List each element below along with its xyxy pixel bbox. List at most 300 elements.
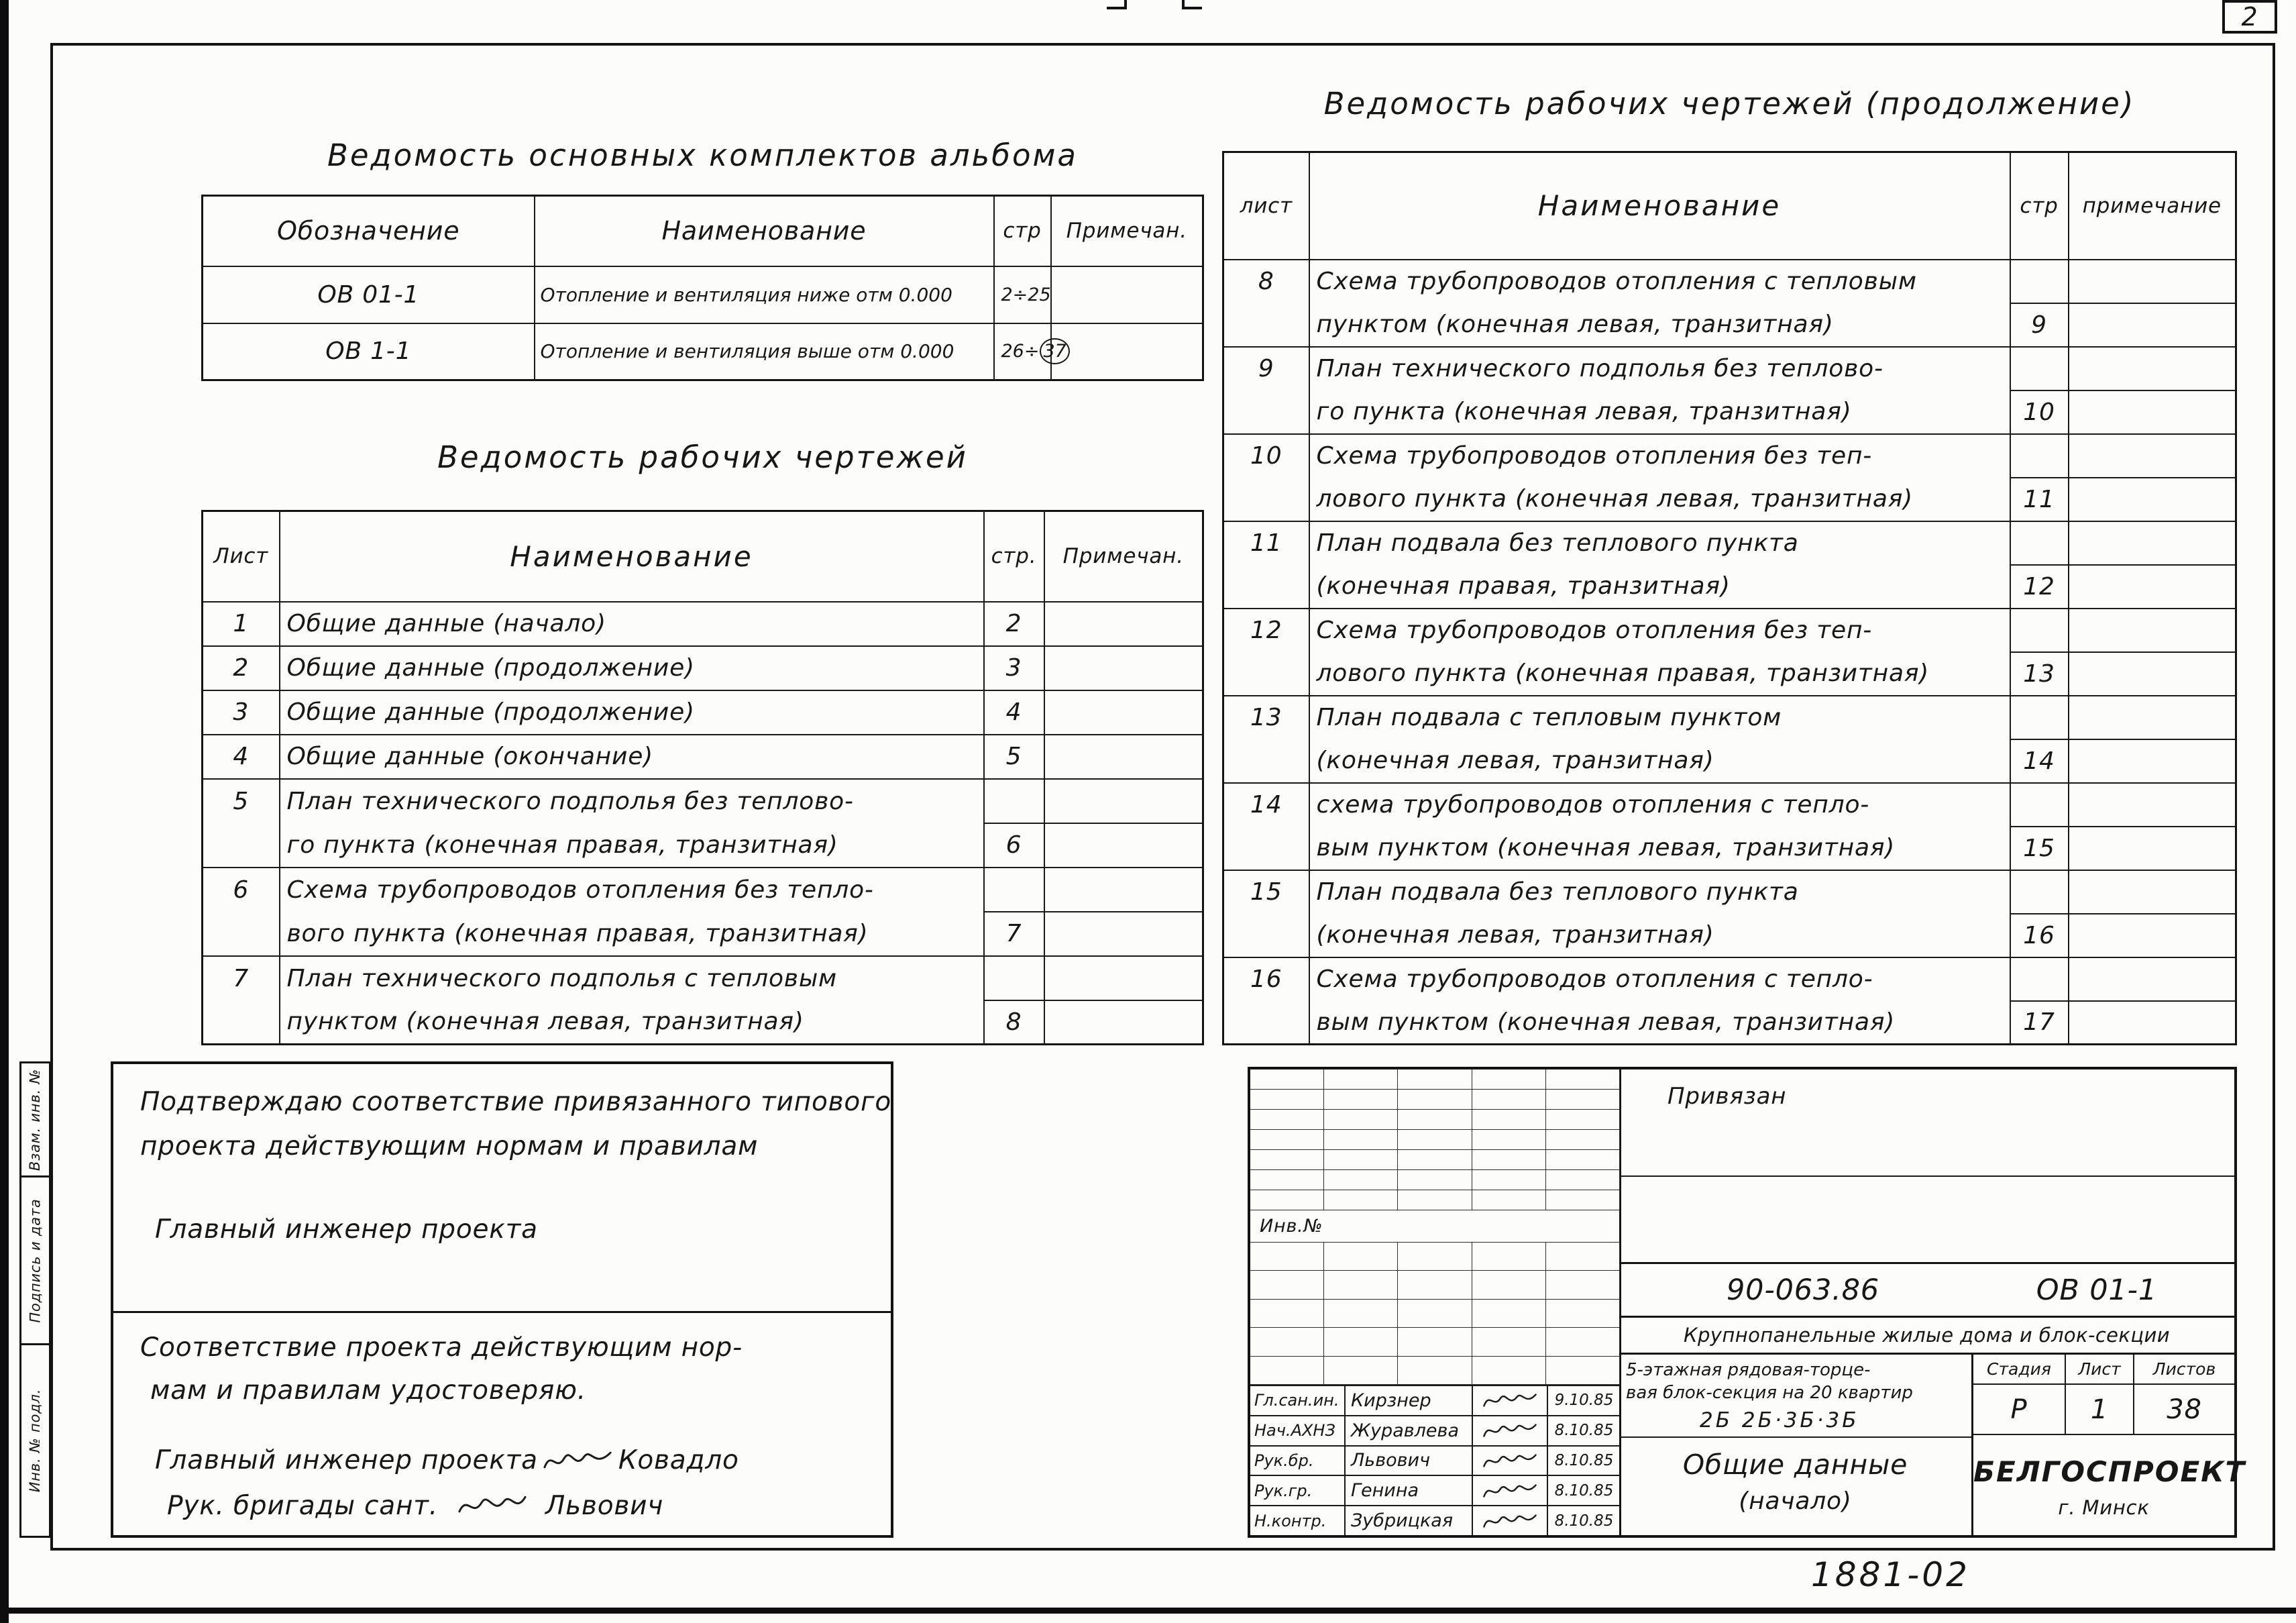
strip-cell-vzam <box>21 1063 49 1177</box>
grid-cell <box>1546 1150 1620 1170</box>
approval-sign-name: Ковадло <box>618 1445 739 1475</box>
grid-cell <box>1398 1090 1472 1110</box>
approval-sign-role: Главный инженер проекта <box>155 1445 538 1475</box>
set-code: ОВ 01-1 <box>2036 1273 2157 1307</box>
approval-statement-line: Подтверждаю соответствие привязанного типового <box>140 1087 892 1117</box>
album-table-row <box>203 266 1203 323</box>
page-cell <box>984 779 1044 823</box>
signature-icon <box>1480 1510 1540 1532</box>
grid-cell <box>1472 1243 1546 1271</box>
drawing-name-cell: пунктом (конечная левая, транзитная) <box>280 1000 984 1045</box>
signature-row <box>1250 1445 1620 1475</box>
grid-cell <box>1546 1357 1620 1385</box>
signature-role: Гл.сан.ин. <box>1250 1386 1346 1415</box>
table-row <box>203 1000 1203 1045</box>
grid-cell <box>1398 1130 1472 1150</box>
grid-cell <box>1472 1170 1546 1190</box>
drawing-name-cell: (конечная правая, транзитная) <box>1309 565 2010 609</box>
note-cell <box>1044 690 1203 735</box>
page-cell <box>2010 347 2069 390</box>
grid-cell <box>1250 1328 1324 1356</box>
sheet-number-cell: 14 <box>1223 783 1309 827</box>
table-row <box>1223 957 2236 1001</box>
signature-cell <box>1473 1416 1548 1445</box>
sheet-number-cell <box>1223 739 1309 783</box>
stage-value-row <box>1973 1385 2234 1435</box>
grid-cell <box>1250 1357 1324 1385</box>
signature-role: Рук.бр. <box>1250 1447 1346 1475</box>
page-cell <box>2010 783 2069 827</box>
note-cell <box>1044 823 1203 868</box>
table-row <box>1223 565 2236 609</box>
document-number: 1881-02 <box>1811 1555 1970 1594</box>
drawing-name-cell: Схема трубопроводов отопления без теп- <box>1309 434 2010 478</box>
page-cell: 9 <box>2010 303 2069 347</box>
signature-role: Нач.АХНЗ <box>1250 1416 1346 1445</box>
empty-cell <box>1619 1177 2234 1264</box>
table-row <box>1223 696 2236 739</box>
sheet-number-cell: 12 <box>1223 609 1309 652</box>
signature-icon <box>542 1446 614 1475</box>
sheet-number-cell: 3 <box>203 690 280 735</box>
note-cell <box>2069 914 2236 957</box>
grid-cell <box>1250 1300 1324 1328</box>
signature-rows <box>1250 1385 1620 1535</box>
header-name: Наименование <box>280 511 984 602</box>
pages-cell: 2÷25 <box>994 266 1051 323</box>
drawing-name-cell: го пункта (конечная правая, транзитная) <box>280 823 984 868</box>
page-cell: 8 <box>984 1000 1044 1045</box>
stage-header-row <box>1973 1355 2234 1385</box>
page-cell <box>2010 870 2069 914</box>
strip-label: Взам. инв. № <box>27 1068 44 1171</box>
table-row <box>1223 1001 2236 1045</box>
title-block <box>1248 1067 2246 1538</box>
signature-icon <box>1480 1390 1540 1411</box>
grid-cell <box>1324 1300 1398 1328</box>
grid-cell <box>1472 1357 1546 1385</box>
signature-row <box>1250 1415 1620 1445</box>
page-cell <box>2010 434 2069 478</box>
page-cell: 13 <box>2010 652 2069 696</box>
grid-cell <box>1546 1328 1620 1356</box>
divider <box>113 1311 891 1313</box>
page-cell: 4 <box>984 690 1044 735</box>
grid-cell <box>1546 1190 1620 1210</box>
grid-cell <box>1324 1357 1398 1385</box>
approval-statement-line: Соответствие проекта действующим нор- <box>140 1332 743 1363</box>
table-row <box>203 956 1203 1000</box>
signature-row <box>1250 1475 1620 1505</box>
page-cell: 5 <box>984 735 1044 779</box>
sheet-number-cell <box>1223 565 1309 609</box>
drawing-name-cell: (конечная левая, транзитная) <box>1309 739 2010 783</box>
table-row <box>203 735 1203 779</box>
grid-cell <box>1472 1130 1546 1150</box>
grid-cell <box>1546 1243 1620 1271</box>
signature-name: Львович <box>1346 1447 1473 1475</box>
note-cell <box>1044 735 1203 779</box>
sheet-number-cell: 4 <box>203 735 280 779</box>
note-cell <box>2069 870 2236 914</box>
circled-page: 37 <box>1040 338 1069 364</box>
grid-cell <box>1324 1243 1398 1271</box>
page-cell <box>984 956 1044 1000</box>
signature-row <box>1250 1505 1620 1535</box>
table-row <box>203 779 1203 823</box>
inventory-label: Инв.№ <box>1260 1216 1323 1237</box>
table-row <box>1223 914 2236 957</box>
page-cell <box>2010 260 2069 303</box>
sheet-number-cell: 16 <box>1223 957 1309 1001</box>
signature-name: Журавлева <box>1346 1416 1473 1445</box>
page-cell: 6 <box>984 823 1044 868</box>
album-table-title: Ведомость основных комплектов альбома <box>327 138 1079 173</box>
organization-city: г. Минск <box>2058 1496 2150 1519</box>
grid-cell <box>1472 1069 1546 1090</box>
grid-cell <box>1546 1130 1620 1150</box>
table-row <box>1223 783 2236 827</box>
sheet-number-cell <box>1223 827 1309 870</box>
signature-icon <box>1480 1420 1540 1441</box>
page-cell <box>984 868 1044 912</box>
drawing-name-cell: лового пункта (конечная правая, транзитная) <box>1309 652 2010 696</box>
note-cell <box>2069 390 2236 434</box>
signature-icon <box>455 1491 528 1521</box>
table-row <box>203 602 1203 646</box>
grid-cell <box>1546 1170 1620 1190</box>
sheet-title: Общие данные <box>1682 1449 1908 1481</box>
note-cell <box>2069 478 2236 521</box>
sheet-number-cell: 13 <box>1223 696 1309 739</box>
header-code: Обозначение <box>203 196 535 266</box>
page-number: 2 <box>2241 2 2258 32</box>
grid-cell <box>1324 1069 1398 1090</box>
header-note: Примечан. <box>1044 511 1203 602</box>
work-table-title: Ведомость рабочих чертежей <box>437 439 968 475</box>
drawing-name-cell: го пункта (конечная левая, транзитная) <box>1309 390 2010 434</box>
drawing-name-cell: План технического подполья с тепловым <box>280 956 984 1000</box>
page-cell <box>2010 609 2069 652</box>
cont-table-title: Ведомость рабочих чертежей (продолжение) <box>1323 86 2136 121</box>
stage-block <box>1973 1355 2246 1535</box>
grid-cell <box>1324 1190 1398 1210</box>
note-cell <box>1044 956 1203 1000</box>
sheet-number-cell <box>1223 478 1309 521</box>
grid-cell <box>1324 1090 1398 1110</box>
note-cell <box>2069 783 2236 827</box>
grid-cell <box>1472 1150 1546 1170</box>
grid-cell <box>1398 1190 1472 1210</box>
drawing-name-cell: Схема трубопроводов отопления без теп- <box>1309 609 2010 652</box>
drawing-name-cell: (конечная левая, транзитная) <box>1309 914 2010 957</box>
approval-sign-role: Рук. бригады сант. <box>167 1491 438 1521</box>
signature-role: Рук.гр. <box>1250 1476 1346 1505</box>
note-cell <box>1044 779 1203 823</box>
grid-cell <box>1250 1110 1324 1130</box>
drawing-name-cell: План подвала без теплового пункта <box>1309 521 2010 565</box>
grid-cell <box>1398 1357 1472 1385</box>
note-cell <box>2069 696 2236 739</box>
drawing-name-cell: План технического подполья без теплово- <box>1309 347 2010 390</box>
table-row <box>203 868 1203 912</box>
signature-icon <box>1480 1480 1540 1502</box>
signature-cell <box>1473 1476 1548 1505</box>
signature-name: Зубрицкая <box>1346 1506 1473 1535</box>
table-row <box>1223 478 2236 521</box>
approval-signature-line <box>155 1445 739 1475</box>
drawing-name-cell: План технического подполья без теплово- <box>280 779 984 823</box>
sheet-value: 1 <box>2066 1385 2134 1434</box>
album-table <box>201 195 1204 381</box>
table-row <box>1223 260 2236 303</box>
note-cell <box>2069 260 2236 303</box>
signature-date: 9.10.85 <box>1554 1392 1614 1410</box>
note-cell <box>1044 868 1203 912</box>
signature-date: 8.10.85 <box>1554 1512 1614 1530</box>
grid-cell <box>1398 1300 1472 1328</box>
album-table-row <box>203 323 1203 380</box>
sheet-number-cell: 6 <box>203 868 280 912</box>
divider <box>1619 1436 1971 1438</box>
note-cell <box>2069 827 2236 870</box>
grid-cell <box>1546 1110 1620 1130</box>
grid-cell <box>1546 1300 1620 1328</box>
table-header-row <box>203 511 1203 602</box>
header-note: Примечан. <box>1051 196 1203 266</box>
grid-cell <box>1398 1328 1472 1356</box>
note-cell <box>1051 266 1203 323</box>
sheet-number-cell: 2 <box>203 646 280 690</box>
grid-cell <box>1324 1271 1398 1299</box>
note-cell <box>2069 434 2236 478</box>
signature-role: Н.контр. <box>1250 1506 1346 1535</box>
grid-cell <box>1398 1170 1472 1190</box>
side-strip <box>19 1061 51 1538</box>
work-drawings-table-continued <box>1222 151 2237 1045</box>
grid-cell <box>1398 1110 1472 1130</box>
sheet-number-cell: 7 <box>203 956 280 1000</box>
grid-cell <box>1324 1170 1398 1190</box>
grid-cell <box>1250 1271 1324 1299</box>
grid-cell <box>1472 1300 1546 1328</box>
grid-cell <box>1472 1328 1546 1356</box>
table-row <box>1223 347 2236 390</box>
set-name-cell: Отопление и вентиляция выше отм 0.000 <box>535 323 994 380</box>
series-row: Крупнопанельные жилые дома и блок-секции <box>1619 1318 2234 1355</box>
page-cell: 17 <box>2010 1001 2069 1045</box>
header-name: Наименование <box>1309 152 2010 260</box>
set-code-cell: ОВ 01-1 <box>203 266 535 323</box>
strip-cell-podpis <box>21 1177 49 1345</box>
grid-cell <box>1398 1150 1472 1170</box>
work-drawings-table <box>201 510 1204 1045</box>
stage-value: Р <box>1973 1385 2066 1434</box>
sheets-header: Листов <box>2152 1359 2216 1379</box>
note-cell <box>1044 602 1203 646</box>
grid-cell <box>1398 1271 1472 1299</box>
inventory-number-row <box>1250 1210 1620 1243</box>
strip-cell-inv <box>21 1345 49 1536</box>
note-cell <box>2069 347 2236 390</box>
approval-role: Главный инженер проекта <box>155 1214 538 1245</box>
page-cell: 7 <box>984 912 1044 956</box>
sheets-value: 38 <box>2167 1394 2202 1425</box>
organization-cell <box>1973 1435 2246 1519</box>
registration-mark <box>1182 0 1202 9</box>
grid-cell <box>1472 1190 1546 1210</box>
page-cell: 15 <box>2010 827 2069 870</box>
grid-cell <box>1250 1150 1324 1170</box>
grid-cell <box>1324 1110 1398 1130</box>
organization-name: БЕЛГОСПРОЕКТ <box>1973 1455 2246 1488</box>
page-cell: 11 <box>2010 478 2069 521</box>
table-row <box>1223 303 2236 347</box>
sheet-title: (начало) <box>1739 1487 1852 1515</box>
header-page: стр. <box>984 511 1044 602</box>
pages-cell: 26÷ 37 <box>994 323 1051 380</box>
drawing-name-cell: Общие данные (окончание) <box>280 735 984 779</box>
drawing-name-cell: схема трубопроводов отопления с тепло- <box>1309 783 2010 827</box>
grid-cell <box>1250 1090 1324 1110</box>
page-cell: 10 <box>2010 390 2069 434</box>
approval-sign-name: Львович <box>545 1491 664 1521</box>
drawing-name-cell: Общие данные (продолжение) <box>280 690 984 735</box>
page-cell: 3 <box>984 646 1044 690</box>
table-row <box>203 646 1203 690</box>
document-codes-row <box>1619 1264 2234 1318</box>
signature-name: Генина <box>1346 1476 1473 1505</box>
strip-label: Инв. № подл. <box>27 1388 44 1493</box>
page-number-box <box>2222 0 2277 34</box>
grid-cell <box>1250 1069 1324 1090</box>
sheet-number-cell <box>203 912 280 956</box>
grid-cell <box>1324 1150 1398 1170</box>
signature-date: 8.10.85 <box>1554 1422 1614 1440</box>
approval-signature-line <box>167 1491 663 1521</box>
table-row <box>203 690 1203 735</box>
page-cell: 14 <box>2010 739 2069 783</box>
note-cell <box>2069 565 2236 609</box>
drawing-name-cell: Общие данные (начало) <box>280 602 984 646</box>
note-cell <box>2069 1001 2236 1045</box>
header-sheet: Лист <box>203 511 280 602</box>
revision-grid <box>1250 1069 1620 1210</box>
scan-edge-left <box>0 0 9 1623</box>
signature-date: 8.10.85 <box>1554 1451 1614 1469</box>
project-code: 90-063.86 <box>1727 1273 1879 1307</box>
grid-cell <box>1398 1069 1472 1090</box>
table-row <box>1223 652 2236 696</box>
sheet-header: Лист <box>2066 1355 2134 1383</box>
drawing-name-cell: План подвала без теплового пункта <box>1309 870 2010 914</box>
signature-name: Кирзнер <box>1346 1386 1473 1415</box>
table-header-row <box>203 196 1203 266</box>
page-cell: 16 <box>2010 914 2069 957</box>
drawing-name-cell: Схема трубопроводов отопления с тепловым <box>1309 260 2010 303</box>
sheet-number-cell <box>1223 390 1309 434</box>
scan-edge-bottom <box>0 1608 2296 1614</box>
grid-cell <box>1398 1243 1472 1271</box>
page-cell <box>2010 696 2069 739</box>
table-row <box>1223 521 2236 565</box>
sheet-number-cell: 15 <box>1223 870 1309 914</box>
table-row <box>1223 870 2236 914</box>
object-line: 5-этажная рядовая-торце- <box>1626 1360 1871 1380</box>
approval-statement-line: мам и правилам удостоверяю. <box>150 1375 586 1406</box>
drawing-name-cell: лового пункта (конечная левая, транзитная) <box>1309 478 2010 521</box>
drawing-name-cell: вым пунктом (конечная левая, транзитная) <box>1309 1001 2010 1045</box>
grid-cell <box>1472 1110 1546 1130</box>
sheet-number-cell: 9 <box>1223 347 1309 390</box>
drawing-name-cell: План подвала с тепловым пунктом <box>1309 696 2010 739</box>
sheet-number-cell <box>1223 303 1309 347</box>
grid-cell <box>1250 1190 1324 1210</box>
sheet-number-cell <box>1223 914 1309 957</box>
note-cell <box>1044 1000 1203 1045</box>
object-code: 2Б 2Б·3Б·3Б <box>1700 1408 1859 1432</box>
binding-note-cell <box>1619 1069 2234 1177</box>
sheet-number-cell: 5 <box>203 779 280 823</box>
table-row <box>1223 434 2236 478</box>
stage-header: Стадия <box>1973 1355 2066 1383</box>
signature-cell <box>1473 1447 1548 1475</box>
sheet-number-cell: 1 <box>203 602 280 646</box>
header-note: примечание <box>2069 152 2236 260</box>
strip-label: Подпись и дата <box>27 1198 44 1323</box>
header-page: стр <box>2010 152 2069 260</box>
page-cell: 2 <box>984 602 1044 646</box>
note-cell <box>2069 739 2236 783</box>
sheet-number-cell <box>203 823 280 868</box>
object-description-cell <box>1619 1355 1973 1535</box>
set-code-cell: ОВ 1-1 <box>203 323 535 380</box>
approval-statement-line: проекта действующим нормам и правилам <box>140 1131 759 1161</box>
grid-cell <box>1324 1328 1398 1356</box>
signature-cell <box>1473 1506 1548 1535</box>
table-row <box>1223 739 2236 783</box>
drawing-name-cell: вым пунктом (конечная левая, транзитная) <box>1309 827 2010 870</box>
object-line: вая блок-секция на 20 квартир <box>1626 1383 1913 1403</box>
drawing-name-cell: Схема трубопроводов отопления с тепло- <box>1309 957 2010 1001</box>
grid-cell <box>1546 1090 1620 1110</box>
note-cell <box>2069 957 2236 1001</box>
note-cell <box>1044 912 1203 956</box>
page-cell <box>2010 521 2069 565</box>
signature-icon <box>1480 1450 1540 1471</box>
note-cell <box>1044 646 1203 690</box>
sheet-number-cell: 8 <box>1223 260 1309 303</box>
sheet-number-cell <box>1223 1001 1309 1045</box>
drawing-name-cell: пунктом (конечная левая, транзитная) <box>1309 303 2010 347</box>
drawing-name-cell: Общие данные (продолжение) <box>280 646 984 690</box>
set-name-cell: Отопление и вентиляция ниже отм 0.000 <box>535 266 994 323</box>
note-cell <box>2069 609 2236 652</box>
grid-cell <box>1472 1090 1546 1110</box>
approval-block <box>111 1061 893 1538</box>
table-row <box>1223 609 2236 652</box>
header-sheet: лист <box>1223 152 1309 260</box>
header-page: стр <box>994 196 1051 266</box>
sheet-number-cell <box>1223 652 1309 696</box>
note-cell <box>2069 303 2236 347</box>
binding-note: Привязан <box>1668 1083 1787 1110</box>
table-row <box>203 823 1203 868</box>
note-cell <box>1051 323 1203 380</box>
drawing-name-cell: вого пункта (конечная правая, транзитная) <box>280 912 984 956</box>
grid-cell <box>1250 1130 1324 1150</box>
table-header-row <box>1223 152 2236 260</box>
